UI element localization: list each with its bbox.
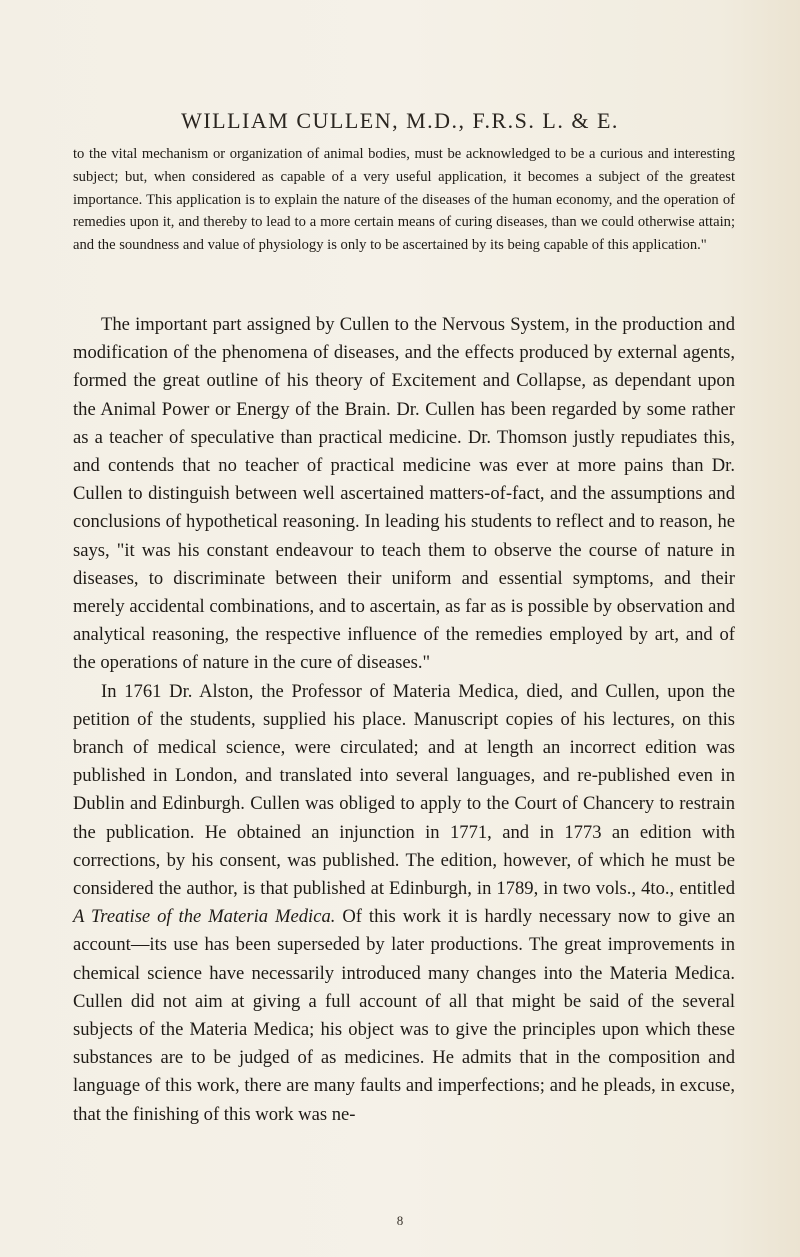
main-text (73, 311, 735, 1129)
quoted-passage: to the vital mechanism or organization of animal bodies, must be acknowledged to be a curious and interesting subject; but, when considered as capable of a very useful application, it becomes a subject of the greatest importance. This application is to explain the nature of the diseases of the human economy, and the operation of remedies upon it, and thereby to lead to a more certain means of curing diseases, than we could otherwise attain; and the soundness and value of physiology is only to be ascertained by its being capable of this application." (73, 146, 735, 254)
paragraph-2-text-after-title: Of this work it is hardly necessary now to give an account—its use has been superseded by later productions. The great improvements in chemical science have necessarily introduced many changes into the Materia Medica. Cullen did not aim at giving a full account of all that might be said of the several subjects of the Materia Medica; his object was to give the principles upon which these substances are to be judged of as medicines. He admits that in the composition and language of this work, there are many faults and imperfections; and he pleads, in excuse, that the finishing of this work was ne- (73, 906, 735, 1125)
paragraph-2-text-before-title: In 1761 Dr. Alston, the Professor of Materia Medica, died, and Cullen, upon the petition of the students, supplied his place. Manuscript copies of his lectures, on this branch of medical science, were circulated; and at length an incorrect edition was published in London, and translated into several languages, and re-published even in Dublin and Edinburgh. Cullen was obliged to apply to the Court of Chancery to restrain the publication. He obtained an injunction in 1771, and in 1773 an edition with corrections, by his consent, was published. The edition, however, of which he must be considered the author, is that published at Edinburgh, in 1789, in two vols., 4to., entitled (73, 680, 735, 900)
book-title: A Treatise of the Materia Medica. (73, 906, 336, 928)
page-number: 8 (396, 1213, 404, 1228)
running-title: WILLIAM CULLEN, M.D., F.R.S. L. & E. (181, 108, 619, 133)
paragraph-materia-medica (73, 678, 735, 1129)
paragraph-nervous-system: The important part assigned by Cullen to the Nervous System, in the production and modification of the phenomena of diseases, and the effects produced by external agents, formed the great outline of his theory of Excitement and Collapse, as dependant upon the Animal Power or Energy of the Brain. Dr. Cullen has been regarded by some rather as a teacher of speculative than practical medicine. Dr. Thomson justly repudiates this, and contends that no teacher of practical medicine was ever at more pains than Dr. Cullen to distinguish between well ascertained matters-of-fact, and the assumptions and conclusions of hypothetical reasoning. In leading his students to reflect and to reason, he says, "it was his constant endeavour to teach them to observe the course of nature in diseases, to discriminate between their uniform and essential symptoms, and their merely accidental combinations, and to ascertain, as far as is possible by observation and analytical reasoning, the respective influence of the remedies employed by art, and of the operations of nature in the cure of diseases." (73, 314, 735, 674)
